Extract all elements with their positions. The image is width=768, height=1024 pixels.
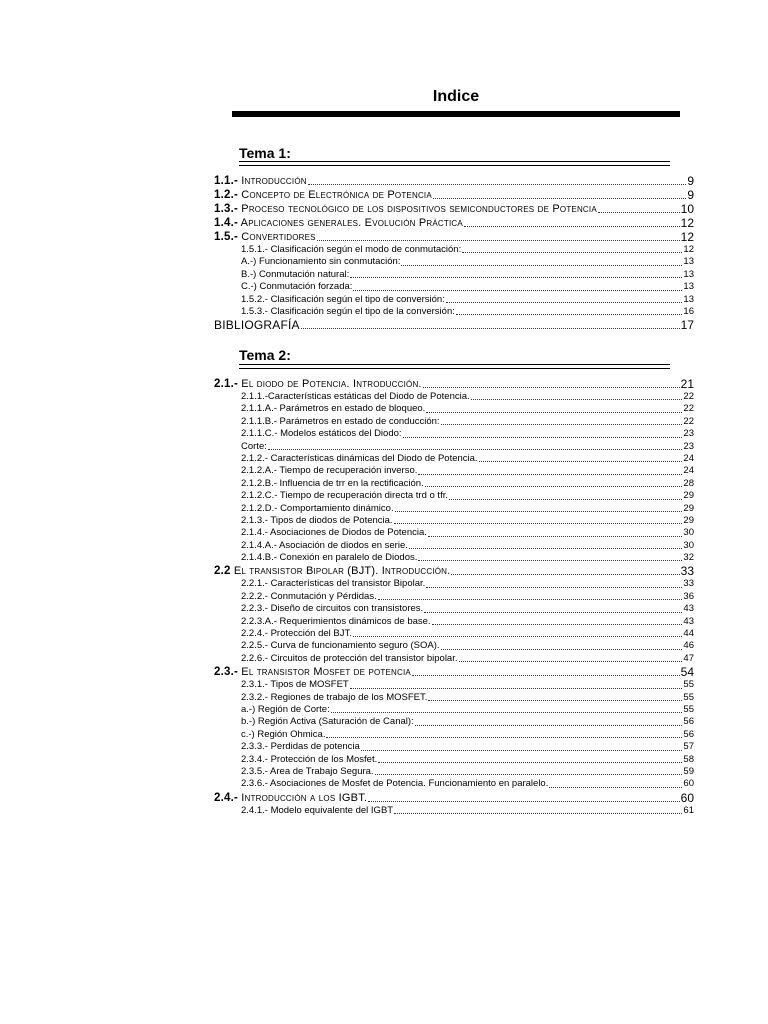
toc-page-number: 33	[683, 578, 694, 590]
dot-leader	[395, 511, 683, 512]
toc-page-number: 57	[683, 741, 694, 753]
dot-leader	[353, 636, 683, 637]
toc-page-number: 13	[683, 281, 694, 293]
toc-entry-text: 2.1.2.- Características dinámicas del Diodo de Potencia.	[241, 452, 478, 464]
dot-leader	[432, 624, 683, 625]
toc-entry-text: 2.1.4.A.- Asociación de diodos en serie.	[241, 539, 408, 551]
dot-leader	[449, 499, 682, 500]
toc-entry-title	[214, 318, 300, 332]
toc-entry-number: 2.4.-	[214, 791, 239, 804]
toc-entry-title	[241, 465, 417, 477]
dot-leader	[350, 688, 683, 689]
toc-tema-2	[214, 377, 694, 817]
toc-entry-text: 2.2.6.- Circuitos de protección del transistor bipolar.	[241, 652, 458, 664]
toc-entry-title	[241, 540, 408, 552]
toc-entry[interactable]	[214, 202, 694, 216]
toc-subentry[interactable]	[214, 679, 694, 691]
dot-leader	[426, 587, 682, 588]
toc-subentry[interactable]	[214, 391, 694, 403]
toc-entry[interactable]	[214, 564, 694, 578]
dot-leader	[425, 486, 683, 487]
toc-entry-title	[241, 478, 424, 490]
toc-entry-title	[241, 603, 423, 615]
toc-page-number: 55	[683, 679, 694, 691]
toc-subentry[interactable]	[214, 527, 694, 539]
dot-leader	[394, 813, 682, 814]
toc-entry-title	[241, 754, 377, 766]
toc-subentry[interactable]	[214, 428, 694, 440]
toc-entry-title	[241, 441, 267, 453]
toc-entry-title	[241, 628, 352, 640]
toc-subentry[interactable]	[214, 269, 694, 281]
toc-entry-text: 2.3.6.- Asociaciones de Mosfet de Potencia. Funcionamiento en paralelo.	[241, 778, 549, 790]
toc-page-number: 55	[683, 703, 694, 715]
toc-entry-title	[214, 791, 367, 805]
dot-leader	[456, 314, 683, 315]
toc-entry-text: 2.3.1.- Tipos de MOSFET	[241, 679, 349, 691]
toc-entry-text: b.-) Región Activa (Saturación de Canal):	[241, 716, 414, 728]
toc-page-number: 23	[683, 440, 694, 452]
toc-subentry[interactable]	[214, 805, 694, 817]
dot-leader	[415, 725, 683, 726]
toc-page-number: 29	[683, 514, 694, 526]
toc-entry-text: 1.5.2.- Clasificación según el tipo de conversión:	[241, 293, 445, 305]
toc-entry-text: 2.1.2.C.- Tiempo de recuperación directa trd o tfr.	[241, 490, 448, 502]
toc-page-number: 13	[683, 293, 694, 305]
toc-page-number: 17	[680, 318, 694, 333]
toc-page-number: 60	[680, 790, 694, 805]
section-rule	[239, 364, 670, 369]
toc-entry-title	[241, 256, 400, 268]
toc-entry-number: 1.1.-	[214, 175, 239, 187]
toc-entry-text: 2.1.3.- Tipos de diodos de Potencia.	[241, 514, 393, 526]
toc-entry-title	[241, 269, 349, 281]
toc-subentry[interactable]	[214, 441, 694, 453]
toc-page-number: 9	[687, 188, 694, 202]
dot-leader	[428, 536, 683, 537]
toc-entry[interactable]	[214, 230, 694, 244]
toc-page-number: 13	[683, 268, 694, 280]
toc-subentry[interactable]	[214, 653, 694, 665]
toc-entry-number: 1.5.-	[214, 231, 239, 243]
toc-entry-text: C.-) Conmutación forzada:	[241, 281, 353, 293]
toc-entry-title	[241, 281, 352, 293]
toc-page-number: 22	[683, 415, 694, 427]
toc-entry-title	[214, 564, 450, 578]
toc-entry-number: 2.3.-	[214, 666, 239, 679]
toc-subentry[interactable]	[214, 403, 694, 415]
dot-leader	[268, 449, 683, 450]
toc-entry-text: 2.2.3.- Diseño de circuitos con transistores.	[241, 603, 424, 615]
toc-entry-title	[241, 515, 393, 527]
toc-page-number: 33	[680, 564, 694, 579]
toc-subentry[interactable]	[214, 552, 694, 564]
toc-entry-title	[241, 591, 377, 603]
toc-entry-text: 2.2.4.- Protección del BJT.	[241, 628, 352, 640]
toc-entry-number: 1.4.-	[214, 217, 239, 229]
toc-entry[interactable]	[214, 318, 694, 332]
toc-subentry[interactable]	[214, 244, 694, 256]
toc-entry-number: 1.3.-	[214, 203, 239, 215]
dot-leader	[375, 774, 683, 775]
toc-entry-title	[241, 704, 330, 716]
toc-subentry[interactable]	[214, 465, 694, 477]
dot-leader	[378, 599, 683, 600]
toc-page-number: 22	[683, 391, 694, 402]
dot-leader	[424, 612, 682, 613]
toc-entry-title	[241, 578, 425, 590]
dot-leader	[378, 762, 682, 763]
toc-subentry[interactable]	[214, 306, 694, 318]
toc-entry-text: A.-) Funcionamiento sin conmutación:	[241, 256, 401, 268]
dot-leader	[462, 252, 682, 253]
toc-page-number: 24	[683, 465, 694, 477]
toc-page-number: 32	[683, 552, 694, 564]
toc-entry-text: 2.1.2.B.- Influencia de trr en la rectificación.	[241, 477, 424, 489]
toc-tema-1	[214, 174, 694, 332]
dot-leader	[418, 474, 682, 475]
toc-page-number: 61	[683, 804, 694, 816]
title-rule	[232, 111, 680, 117]
toc-page-number: 21	[680, 377, 694, 391]
toc-entry-title	[214, 230, 316, 244]
toc-subentry[interactable]	[214, 453, 694, 465]
toc-subentry[interactable]	[214, 729, 694, 741]
toc-page-number: 28	[683, 477, 694, 489]
dot-leader	[401, 265, 682, 266]
page-title: Indice	[432, 88, 480, 105]
toc-entry-text: Concepto de Electrónica de Potencia	[241, 189, 432, 201]
toc-subentry[interactable]	[214, 716, 694, 728]
dot-leader	[350, 277, 682, 278]
toc-subentry[interactable]	[214, 416, 694, 428]
toc-entry-text: 2.1.1.A.- Parámetros en estado de bloqueo.	[241, 403, 426, 415]
toc-subentry[interactable]	[214, 640, 694, 652]
toc-entry-text: 2.1.1.B.- Parámetros en estado de conducción:	[241, 415, 440, 427]
toc-subentry[interactable]	[214, 256, 694, 268]
toc-entry-text: 2.2.5.- Curva de funcionamiento seguro (SOA).	[241, 640, 440, 652]
toc-subentry[interactable]	[214, 754, 694, 766]
dot-leader	[394, 523, 683, 524]
dot-leader	[423, 387, 680, 388]
toc-entry[interactable]	[214, 377, 694, 391]
toc-entry[interactable]	[214, 174, 694, 188]
toc-entry-title	[241, 741, 360, 753]
toc-subentry[interactable]	[214, 603, 694, 615]
dot-leader	[403, 437, 683, 438]
toc-page-number: 22	[683, 403, 694, 415]
dot-leader	[433, 198, 686, 199]
toc-page-number: 47	[683, 652, 694, 664]
toc-entry-title	[241, 416, 440, 428]
toc-page-number: 24	[683, 452, 694, 464]
toc-subentry[interactable]	[214, 515, 694, 527]
toc-entry-text: Introducción	[241, 175, 307, 187]
toc-subentry[interactable]	[214, 628, 694, 640]
toc-entry-text: c.-) Región Ohmica.	[241, 728, 326, 740]
toc-entry-title	[241, 306, 455, 318]
toc-page-number: 44	[683, 628, 694, 640]
dot-leader	[549, 787, 682, 788]
toc-page-number: 23	[683, 428, 694, 440]
section-heading-tema-2: Tema 2:	[239, 347, 291, 363]
toc-entry-text: Corte:	[241, 440, 267, 452]
dot-leader	[418, 560, 682, 561]
toc-entry-title	[241, 428, 402, 440]
toc-entry-title	[241, 527, 427, 539]
toc-entry-text: 2.1.4.- Asociaciones de Diodos de Potencia.	[241, 527, 427, 539]
toc-subentry[interactable]	[214, 591, 694, 603]
toc-entry-text: Convertidores	[241, 231, 316, 243]
toc-entry-title	[241, 403, 425, 415]
toc-page-number: 56	[683, 728, 694, 740]
toc-entry-title	[241, 391, 470, 403]
toc-subentry[interactable]	[214, 503, 694, 515]
toc-entry-title	[241, 805, 393, 817]
toc-page-number: 43	[683, 615, 694, 627]
toc-page-number: 10	[680, 202, 694, 216]
toc-entry-text: B.-) Conmutación natural:	[241, 268, 350, 280]
toc-entry-text: Proceso tecnológico de los dispositivos semiconductores de Potencia	[241, 203, 597, 215]
toc-subentry[interactable]	[214, 281, 694, 293]
toc-page-number: 9	[687, 174, 694, 188]
toc-page-number: 12	[680, 216, 694, 230]
toc-entry-text: 2.1.2.D.- Comportamiento dinámico.	[241, 502, 394, 514]
dot-leader	[368, 801, 679, 802]
toc-subentry[interactable]	[214, 490, 694, 502]
toc-entry-number: 1.2.-	[214, 189, 239, 201]
dot-leader	[428, 700, 682, 701]
toc-entry-text: 2.2.1.- Características del transistor Bipolar.	[241, 578, 426, 590]
toc-entry-text: 2.1.1.C.- Modelos estáticos del Diodo:	[241, 428, 402, 440]
toc-entry-title	[214, 188, 432, 202]
toc-entry-title	[241, 729, 325, 741]
toc-page-number: 30	[683, 527, 694, 539]
toc-page-number: 12	[683, 244, 694, 255]
toc-entry-title	[241, 244, 461, 256]
toc-entry-title	[214, 665, 411, 679]
toc-page-number: 36	[683, 590, 694, 602]
toc-entry-title	[241, 778, 548, 790]
section-heading-tema-1: Tema 1:	[239, 145, 291, 161]
dot-leader	[412, 675, 680, 676]
toc-page-number: 58	[683, 753, 694, 765]
toc-entry-title	[241, 616, 431, 628]
toc-page-number: 29	[683, 490, 694, 502]
toc-entry-text: 2.2.2.- Conmutación y Pérdidas.	[241, 590, 377, 602]
toc-entry[interactable]	[214, 216, 694, 230]
toc-subentry[interactable]	[214, 778, 694, 790]
toc-page-number: 29	[683, 502, 694, 514]
toc-entry-title	[241, 766, 374, 778]
toc-entry-title	[241, 503, 394, 515]
toc-page-number: 59	[683, 765, 694, 777]
toc-entry-title	[214, 377, 422, 391]
toc-entry-title	[214, 216, 463, 230]
toc-entry-text: 1.5.1.- Clasificación según el modo de conmutación:	[241, 244, 462, 255]
toc-subentry[interactable]	[214, 478, 694, 490]
toc-subentry[interactable]	[214, 294, 694, 306]
toc-entry-text: El diodo de Potencia. Introducción.	[241, 378, 422, 390]
toc-page-number: 55	[683, 691, 694, 703]
toc-entry-title	[241, 692, 427, 704]
toc-entry-text: 2.3.2.- Regiones de trabajo de los MOSFET.	[241, 691, 428, 703]
toc-entry-title	[241, 453, 478, 465]
toc-entry-text: Introducción a los IGBT.	[241, 791, 368, 804]
toc-page-number: 43	[683, 603, 694, 615]
toc-entry[interactable]	[214, 791, 694, 805]
toc-page-number: 60	[683, 778, 694, 790]
dot-leader	[451, 574, 679, 575]
toc-entry[interactable]	[214, 188, 694, 202]
dot-leader	[479, 461, 683, 462]
toc-entry-number: 2.2	[214, 565, 231, 578]
toc-entry[interactable]	[214, 665, 694, 679]
toc-subentry[interactable]	[214, 766, 694, 778]
dot-leader	[301, 328, 680, 329]
toc-entry-text: 2.3.4.- Protección de los Mosfet.	[241, 753, 378, 765]
dot-leader	[308, 184, 687, 185]
toc-page-number: 12	[680, 230, 694, 244]
toc-page-number: 56	[683, 716, 694, 728]
toc-entry-title	[214, 202, 597, 216]
toc-entry-text: El transistor Bipolar (BJT). Introducción.	[233, 565, 451, 578]
toc-subentry[interactable]	[214, 741, 694, 753]
toc-entry-title	[241, 552, 417, 564]
toc-entry-title	[241, 640, 440, 652]
toc-page-number: 16	[683, 305, 694, 317]
toc-entry-number: 2.1.-	[214, 378, 239, 390]
dot-leader	[459, 661, 683, 662]
toc-entry-text: 1.5.3.- Clasificación según el tipo de la conversión:	[241, 305, 455, 317]
toc-entry-text: Aplicaciones generales. Evolución Práctica	[240, 217, 463, 229]
toc-entry-text: 2.2.3.A.- Requerimientos dinámicos de base.	[241, 615, 431, 627]
dot-leader	[441, 424, 683, 425]
toc-page-number: 54	[680, 665, 694, 680]
dot-leader	[426, 412, 682, 413]
toc-entry-text: 2.1.1.-Características estáticas del Diodo de Potencia.	[241, 391, 470, 402]
toc-entry-title	[214, 174, 307, 188]
dot-leader	[331, 712, 683, 713]
toc-entry-text: El transistor Mosfet de potencia	[241, 666, 411, 679]
dot-leader	[409, 548, 683, 549]
toc-subentry[interactable]	[214, 578, 694, 590]
dot-leader	[361, 750, 683, 751]
dot-leader	[326, 737, 682, 738]
toc-entry-text: a.-) Región de Corte:	[241, 703, 330, 715]
dot-leader	[317, 240, 680, 241]
section-rule	[239, 161, 670, 166]
toc-page-number: 13	[683, 256, 694, 268]
toc-entry-text: 2.4.1.- Modelo equivalente del IGBT	[241, 804, 394, 816]
toc-subentry[interactable]	[214, 540, 694, 552]
toc-entry-title	[241, 490, 448, 502]
toc-subentry[interactable]	[214, 692, 694, 704]
toc-entry-text: 2.3.5.- Area de Trabajo Segura.	[241, 765, 374, 777]
dot-leader	[441, 649, 683, 650]
dot-leader	[464, 226, 680, 227]
toc-entry-text: BIBLIOGRAFÍA	[214, 318, 300, 333]
toc-subentry[interactable]	[214, 616, 694, 628]
dot-leader	[446, 302, 683, 303]
toc-entry-text: 2.1.2.A.- Tiempo de recuperación inverso.	[241, 465, 418, 477]
dot-leader	[353, 290, 682, 291]
toc-entry-title	[241, 679, 349, 691]
toc-subentry[interactable]	[214, 704, 694, 716]
toc-page-number: 46	[683, 640, 694, 652]
toc-entry-title	[241, 653, 458, 665]
toc-entry-text: 2.3.3.- Perdidas de potencia	[241, 741, 360, 753]
toc-page-number: 30	[683, 539, 694, 551]
dot-leader	[471, 399, 683, 400]
toc-entry-title	[241, 294, 445, 306]
toc-entry-title	[241, 716, 414, 728]
toc-entry-text: 2.1.4.B.- Conexión en paralelo de Diodos.	[241, 552, 418, 564]
dot-leader	[598, 212, 680, 213]
